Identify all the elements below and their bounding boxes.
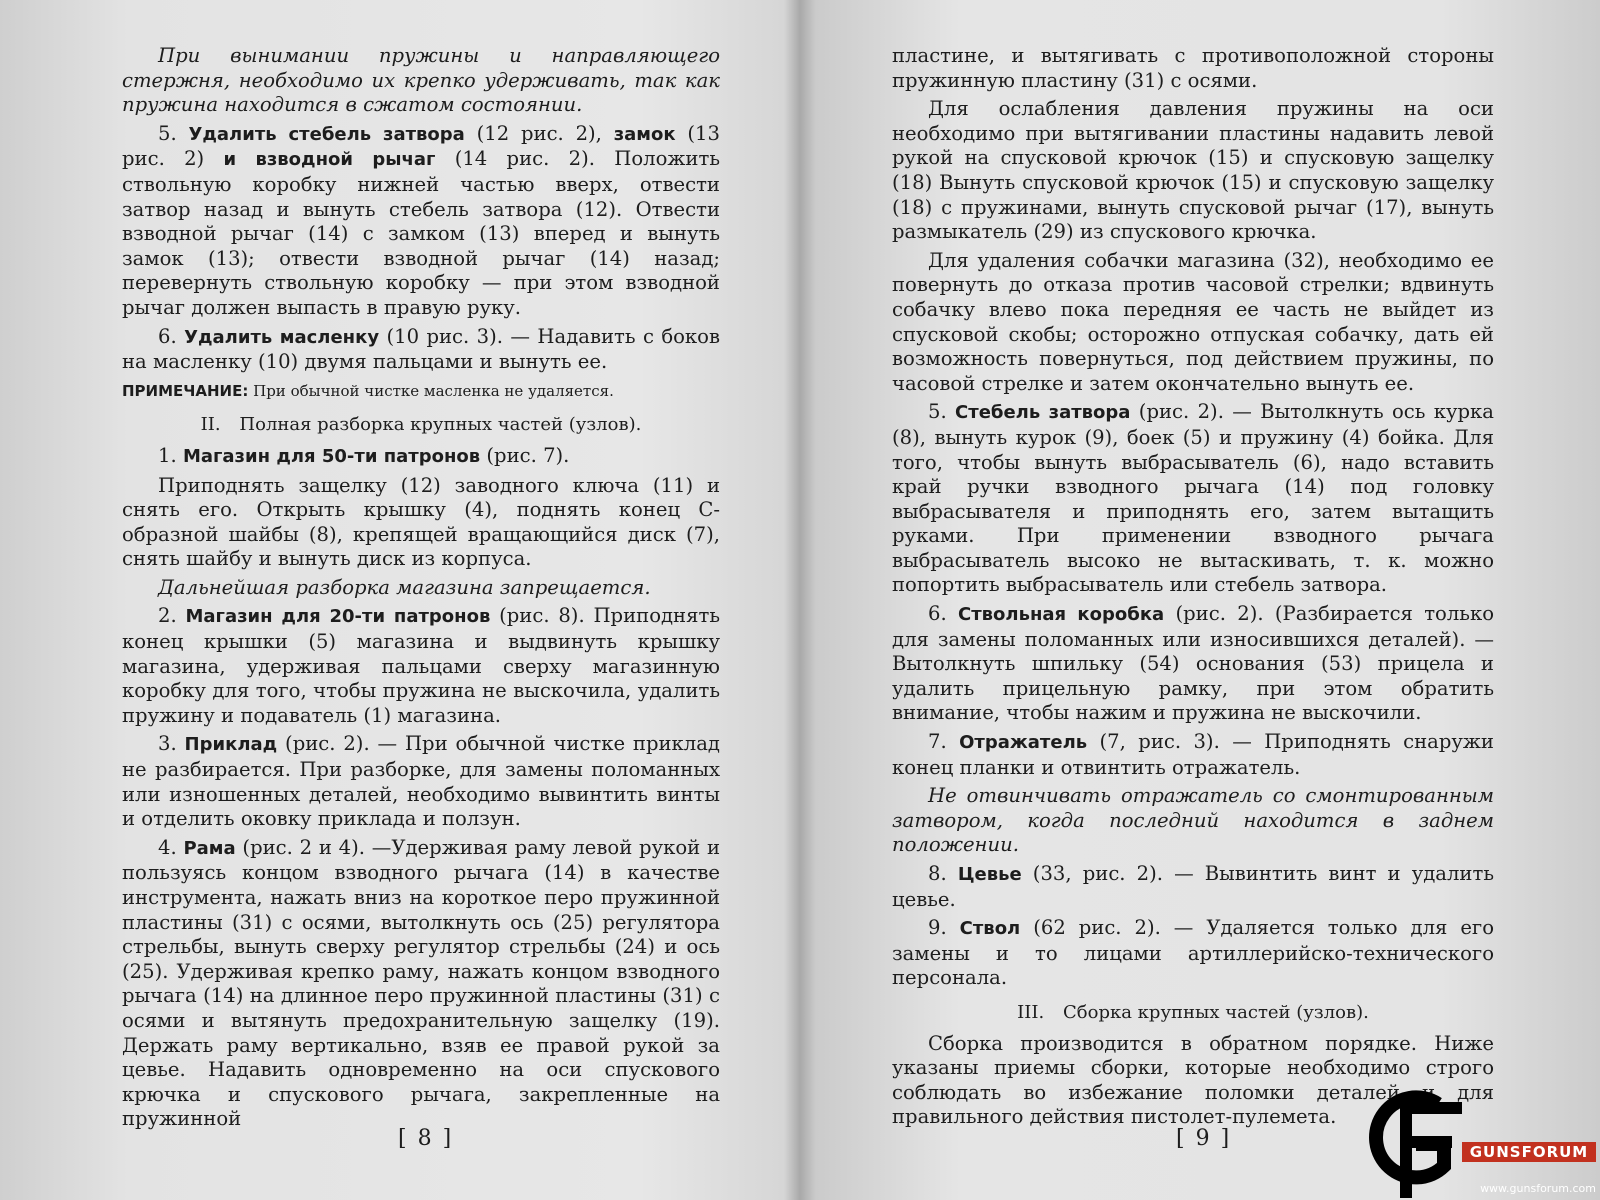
ejector-paragraph: 7. Отражатель (7, рис. 3). — Приподнять снаружи конец планки и отвинтить отражатель. [892, 730, 1494, 779]
forend-paragraph: 8. Цевье (33, рис. 2). — Вывинтить винт и удалить цевье. [892, 862, 1494, 911]
section-3-heading: III. Сборка крупных частей (узлов). [1017, 1001, 1369, 1023]
step-5-paragraph: 5. Удалить стебель затвора (12 рис. 2), замок (13 рис. 2) и взводной рычаг (14 рис. 2). Положить ствольную коробку нижней частью вверх, отвести затвор назад и вынуть стебель затвора (12). Отвести взводной рычаг (14) с замком (13) вперед и вынуть замок (13); отвести взводной рычаг (14) назад; перевернуть ствольную коробку — при этом взводной рычаг должен выпасть в правую руку. [122, 121, 720, 319]
gunsforum-band: GUNSFORUM [1462, 1142, 1596, 1162]
frame-paragraph: 4. Рама (рис. 2 и 4). —Удерживая раму левой рукой и пользуясь концом взводного рычага (14) в качестве инструмента, нажать вниз на короткое перо пружинной пластины (31) с осями, вытолкнуть ось (25) регулятора стрельбы, вынуть сверху регулятор стрельбы (24) и ось (25). Удерживая крепко раму, нажать концом взводного рычага (14) на длинное перо пружинной пластины (31) с осями и вытянуть предохранительную защелку (19). Держать раму вертикально, взяв ее правой рукой за цевье. Надавить одновременно на оси спускового крючка и спускового рычага, закрепленные на пружинной [122, 835, 721, 1131]
page-number-right: [ 9 ] [1176, 1126, 1232, 1151]
step-6-paragraph: 6. Удалить масленку (10 рис. 3). — Надавить с боков на масленку (10) двумя пальцами и вынуть ее. [122, 324, 721, 374]
magazine-20-paragraph: 2. Магазин для 20-ти патронов (рис. 8). Приподнять конец крышки (5) магазина и выдвинуть крышку магазина, удерживая пальцами сверху магазинную коробку для того, чтобы пружина не выскочила, удалить пружину и подаватель (1) магазина. [122, 604, 720, 727]
barrel-paragraph: 9. Ствол (62 рис. 2). — Удаляется только для его замены и то лицами артиллерийско-технического персонала. [892, 916, 1494, 990]
assembly-paragraph: Сборка производится в обратном порядке. Ниже указаны приемы сборки, которые необходимо строго соблюдать во избежание поломки деталей и для правильного действия пистолет-пулемета. [892, 1031, 1494, 1129]
page-number-left: [ 8 ] [398, 1126, 454, 1151]
note-paragraph: ПРИМЕЧАНИЕ: При обычной чистке масленка не удаляется. [122, 381, 614, 400]
pressure-paragraph: Для ослабления давления пружины на оси необходимо при вытягивании пластины надавить левой рукой на спусковой крючок (15) и спусковую защелку (18) Вынуть спусковой крючок (15) и спусковую защелку (18) с пружинами, вынуть спусковой рычаг (17), вынуть размыкатель (29) из спускового крючка. [892, 97, 1494, 244]
receiver-paragraph: 6. Ствольная коробка (рис. 2). (Разбирается только для замены поломанных или износившихся деталей). — Вытолкнуть шпильку (54) основания (53) прицела и удалить прицельную рамку, при этом обратить внимание, чтобы нажим и пружина не выскочили. [892, 602, 1494, 725]
stock-paragraph: 3. Приклад (рис. 2). — При обычной чистке приклад не разбирается. При разборке, для замены поломанных или изношенных деталей, необходимо вывинтить винты и отделить оковку приклада и ползун. [122, 732, 720, 831]
ejector-warning: Не отвинчивать отражатель со смонтированным затвором, когда последний находится в заднем положении. [892, 784, 1494, 857]
section-2-heading: II. Полная разборка крупных частей (узлов). [200, 414, 642, 436]
magazine-50-warning: Дальнейшая разборка магазина запрещается. [158, 575, 651, 599]
continuation-paragraph: пластине, и вытягивать с противоположной стороны пружинную пластину (31) с осями. [892, 44, 1494, 92]
magazine-50-heading: 1. Магазин для 50-ти патронов (рис. 7). [158, 443, 570, 467]
magazine-50-text: Приподнять защелку (12) заводного ключа (11) и снять его. Открыть крышку (4), поднять конец С-образной шайбы (8), крепящей вращающийся диск (7), снять шайбу и вынуть диск из корпуса. [122, 473, 720, 571]
gf-logo-icon [1366, 1086, 1466, 1198]
bolt-stem-paragraph: 5. Стебель затвора (рис. 2). — Вытолкнуть ось курка (8), вынуть курок (9), боек (5) и пружину (4) бойка. Для того, чтобы вынуть выбрасыватель (6), надо вставить край ручки взводного рычага (14) под головку выбрасывателя и приподнять его, затем вытащить руками. При применении взводного рычага выбрасыватель высоко не вытаскивать, т. к. можно попортить выбрасыватель или стебель затвора. [892, 400, 1494, 597]
gunsforum-watermark [1366, 1086, 1598, 1198]
left-column [122, 44, 720, 1136]
magazine-catch-paragraph: Для удаления собачки магазина (32), необходимо ее повернуть до отказа против часовой стрелки; вдвинуть собачку влево пока передняя ее часть не выйдет из спусковой скобы; осторожно отпуская собачку, дать ей возможность повернуться, под действием пружины, по часовой стрелке и затем окончательно вынуть ее. [892, 248, 1494, 395]
intro-italic-paragraph: При вынимании пружины и направляющего стержня, необходимо их крепко удерживать, так как пружина находится в сжатом состоянии. [122, 44, 720, 117]
right-page [800, 0, 1600, 1200]
gunsforum-url: www.gunsforum.com [1480, 1182, 1596, 1195]
right-column [892, 44, 1494, 1134]
